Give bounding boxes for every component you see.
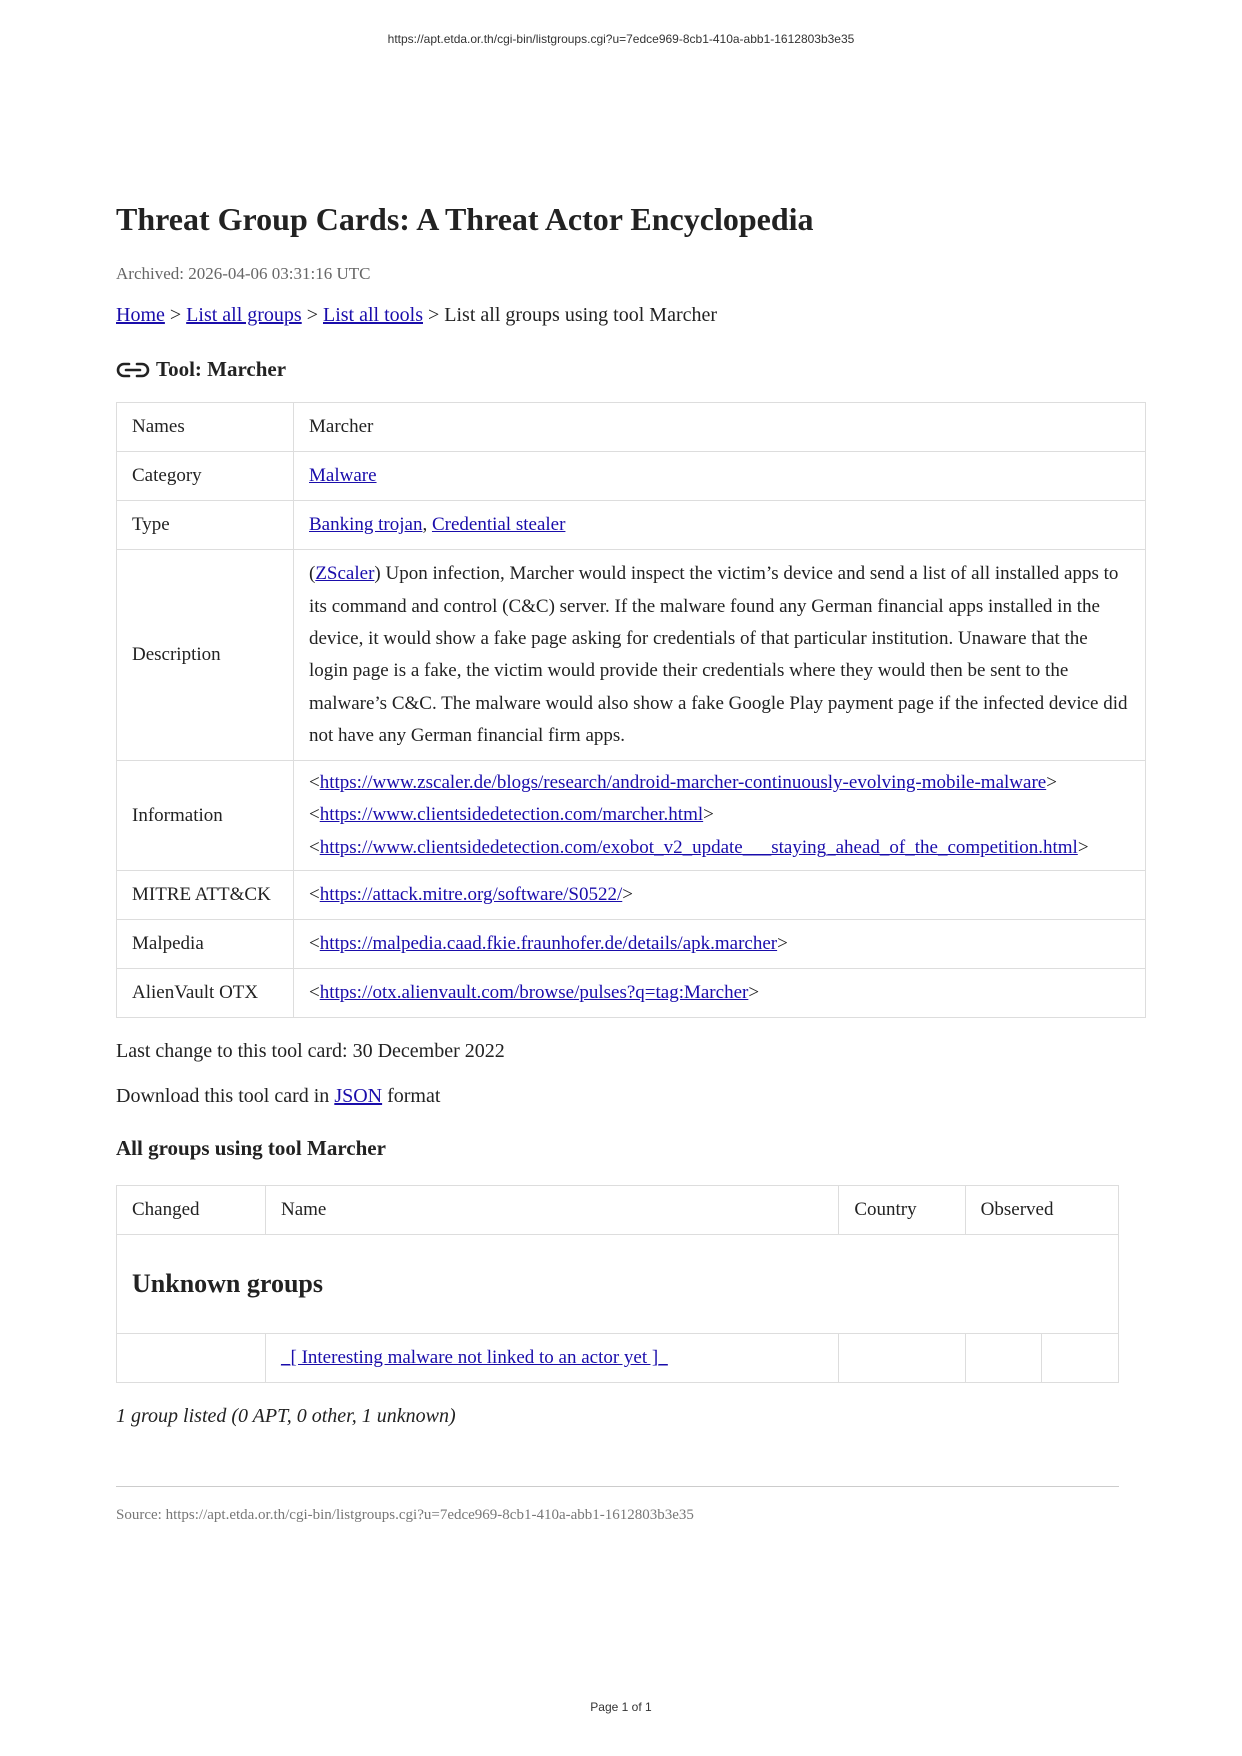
country-cell [839, 1334, 965, 1383]
angle-open: < [309, 836, 320, 858]
source-url: Source: https://apt.etda.or.th/cgi-bin/listgroups.cgi?u=7edce969-8cb1-410a-abb1-1612803b3e35 [116, 1507, 694, 1524]
page-title: Threat Group Cards: A Threat Actor Encyclopedia [116, 201, 814, 237]
angle-close: > [777, 933, 788, 955]
otx-link[interactable]: https://otx.alienvault.com/browse/pulses?q=tag:Marcher [319, 982, 749, 1004]
print-header-url: https://apt.etda.or.th/cgi-bin/listgroups.cgi?u=7edce969-8cb1-410a-abb1-1612803b3e35 [387, 32, 855, 46]
information-label: Information [117, 761, 294, 871]
breadcrumb-tools-link[interactable]: List all tools [323, 304, 423, 327]
angle-close: > [748, 982, 760, 1004]
malpedia-label: Malpedia [117, 920, 294, 969]
malpedia-link[interactable]: https://malpedia.caad.fkie.fraunhofer.de/details/apk.marcher [319, 933, 778, 955]
angle-close: > [1046, 772, 1057, 794]
angle-open: < [309, 772, 320, 794]
link-icon [116, 359, 150, 381]
tool-heading-text: Tool: Marcher [156, 357, 287, 382]
description-source-link[interactable]: ZScaler [315, 563, 375, 585]
download-line [116, 1085, 1146, 1108]
tool-heading [116, 357, 1146, 382]
column-header-name: Name [266, 1186, 839, 1235]
angle-open: < [309, 982, 320, 1004]
download-suffix: format [382, 1085, 441, 1108]
information-line [309, 832, 1130, 864]
name-cell [266, 1334, 839, 1383]
tool-info-table [116, 402, 1146, 1018]
breadcrumb-home-link[interactable]: Home [116, 304, 165, 327]
breadcrumb-groups-link[interactable]: List all groups [186, 304, 302, 327]
table-row [117, 1334, 1119, 1383]
divider [116, 1486, 1119, 1487]
information-link-1[interactable]: https://www.zscaler.de/blogs/research/android-marcher-continuously-evolving-mobile-malware [319, 772, 1047, 794]
page-number: Page 1 of 1 [590, 1700, 652, 1714]
last-change: Last change to this tool card: 30 December 2022 [116, 1040, 505, 1063]
angle-close: > [622, 884, 633, 906]
type-cell [294, 501, 1146, 550]
mitre-label: MITRE ATT&CK [117, 871, 294, 920]
table-row [117, 550, 1146, 761]
information-link-2[interactable]: https://www.clientsidedetection.com/marcher.html [319, 804, 704, 826]
archived-timestamp: Archived: 2026-04-06 03:31:16 UTC [116, 264, 371, 284]
unknown-groups-heading: Unknown groups [117, 1235, 1119, 1334]
json-download-link[interactable]: JSON [334, 1085, 383, 1108]
information-line [309, 767, 1130, 799]
table-row [117, 969, 1146, 1018]
column-header-observed: Observed [965, 1186, 1118, 1235]
category-link[interactable]: Malware [309, 465, 377, 487]
section-row [117, 1235, 1119, 1334]
groups-heading: All groups using tool Marcher [116, 1136, 386, 1161]
otx-label: AlienVault OTX [117, 969, 294, 1018]
type-separator: , [422, 514, 432, 536]
page-content [116, 200, 1146, 1524]
breadcrumb-separator: > [423, 304, 445, 327]
table-row [117, 452, 1146, 501]
table-row [117, 761, 1146, 871]
groups-table [116, 1185, 1119, 1383]
description-label: Description [117, 550, 294, 761]
type-link-credential-stealer[interactable]: Credential stealer [431, 514, 566, 536]
category-label: Category [117, 452, 294, 501]
otx-cell [294, 969, 1146, 1018]
mitre-link[interactable]: https://attack.mitre.org/software/S0522/ [319, 884, 623, 906]
category-cell [294, 452, 1146, 501]
table-row [117, 403, 1146, 452]
angle-open: < [309, 884, 320, 906]
table-row [117, 871, 1146, 920]
information-line [309, 799, 1130, 831]
breadcrumb-current: List all groups using tool Marcher [444, 304, 718, 327]
breadcrumb-separator: > [164, 304, 187, 327]
download-prefix: Download this tool card in [116, 1085, 335, 1108]
malpedia-cell [294, 920, 1146, 969]
table-row [117, 920, 1146, 969]
angle-open: < [309, 804, 320, 826]
breadcrumb [116, 304, 1146, 327]
description-text: ) Upon infection, Marcher would inspect the victim’s device and send a list of all installed apps to its command and control (C&C) server. If the malware found any German financial apps installed in the device, it would show a fake page asking for credentials of that particular institution. Unaware that the login page is a fake, the victim would provide their credentials where they would then be sent to the malware’s C&C. The malware would also show a fake Google Play payment page if the infected device did not have any German financial firm apps. [309, 563, 1128, 746]
angle-close: > [1077, 836, 1089, 858]
breadcrumb-separator: > [301, 304, 323, 327]
mitre-cell [294, 871, 1146, 920]
changed-cell [117, 1334, 266, 1383]
table-row [117, 501, 1146, 550]
angle-close: > [703, 804, 714, 826]
description-cell [294, 550, 1146, 761]
names-value: Marcher [294, 403, 1146, 452]
information-link-3[interactable]: https://www.clientsidedetection.com/exobot_v2_update___staying_ahead_of_the_competition.html [319, 836, 1078, 858]
type-label: Type [117, 501, 294, 550]
group-link[interactable]: _[ Interesting malware not linked to an actor yet ]_ [281, 1347, 668, 1369]
names-label: Names [117, 403, 294, 452]
observed-extra-cell [1042, 1334, 1119, 1383]
type-link-banking-trojan[interactable]: Banking trojan [309, 514, 423, 536]
column-header-changed: Changed [117, 1186, 266, 1235]
column-header-country: Country [839, 1186, 965, 1235]
observed-cell [965, 1334, 1042, 1383]
information-cell [294, 761, 1146, 871]
description-open-paren: ( [309, 563, 316, 585]
groups-summary: 1 group listed (0 APT, 0 other, 1 unknown) [116, 1405, 456, 1428]
angle-open: < [309, 933, 320, 955]
table-header-row [117, 1186, 1119, 1235]
